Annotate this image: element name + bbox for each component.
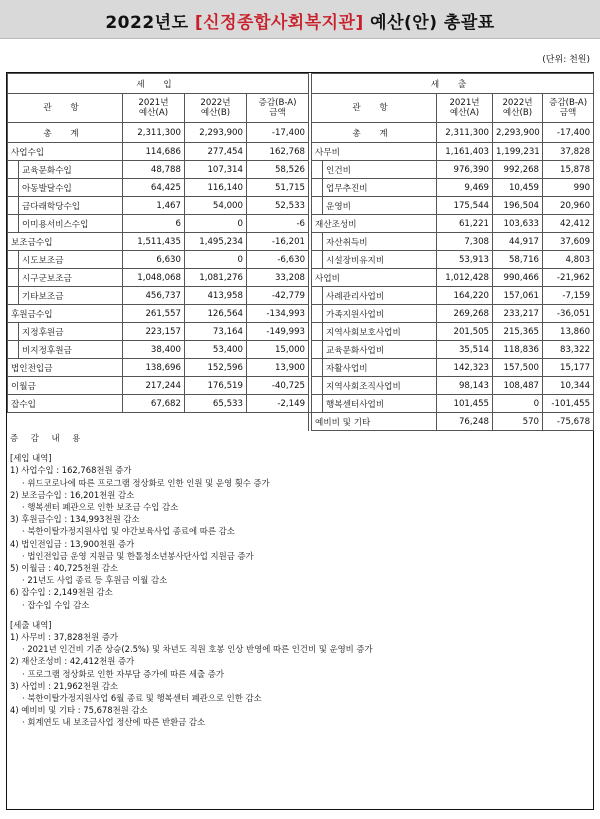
summary-detail: · 회계연도 내 보조금사업 정산에 따른 반환금 감소 bbox=[22, 717, 206, 728]
income-diff-title: 증감(B-A) bbox=[258, 98, 297, 108]
income-2021-value: 114,686 bbox=[123, 143, 185, 161]
expense-2021-value: 53,913 bbox=[437, 251, 493, 269]
expense-2022-year: 2022년 bbox=[502, 98, 533, 108]
expense-2021-value: 7,308 bbox=[437, 233, 493, 251]
title-org: [신정종합사회복지관] bbox=[194, 13, 364, 33]
table-row bbox=[8, 161, 594, 179]
expense-account: 행복센터사업비 bbox=[312, 395, 437, 413]
table-row bbox=[8, 377, 594, 395]
summary-title: 증 감 내 용 bbox=[10, 433, 86, 443]
table-row bbox=[8, 341, 594, 359]
income-summary-list bbox=[10, 464, 590, 610]
expense-2021-sub: 예산(A) bbox=[449, 108, 480, 118]
income-2022-value: 116,140 bbox=[185, 179, 247, 197]
income-diff-value: -16,201 bbox=[247, 233, 309, 251]
table-row bbox=[8, 143, 594, 161]
income-2021-value: 6 bbox=[123, 215, 185, 233]
expense-header: 세 출 bbox=[312, 74, 594, 94]
summary-detail: · 북한이탈가정지원사업 및 야간보육사업 종료에 따른 감소 bbox=[22, 526, 235, 537]
income-diff-value: -6,630 bbox=[247, 251, 309, 269]
summary-detail: · 행복센터 폐관으로 인한 보조금 수입 감소 bbox=[22, 502, 179, 513]
income-2022-value: 277,454 bbox=[185, 143, 247, 161]
summary-item: 3) 후원금수입 : 134,993천원 감소 bbox=[10, 514, 140, 525]
expense-2022-value: 215,365 bbox=[493, 323, 543, 341]
summary-detail: · 위드코로나에 따른 프로그램 정상화로 인한 인원 및 운영 횟수 증가 bbox=[22, 477, 270, 488]
budget-table bbox=[7, 73, 594, 431]
expense-2022-value: 0 bbox=[493, 395, 543, 413]
table-row bbox=[8, 287, 594, 305]
expense-account-header: 관 항 bbox=[312, 94, 437, 123]
page-title bbox=[0, 8, 600, 33]
income-2021-value: 1,511,435 bbox=[123, 233, 185, 251]
expense-account: 사업비 bbox=[312, 269, 437, 287]
expense-diff-value: 15,878 bbox=[543, 161, 594, 179]
income-2022-value: 0 bbox=[185, 251, 247, 269]
summary-item: 3) 사업비 : 21,962천원 감소 bbox=[10, 680, 119, 691]
income-2022-value: 152,596 bbox=[185, 359, 247, 377]
table-row bbox=[8, 251, 594, 269]
expense-2021-value: 61,221 bbox=[437, 215, 493, 233]
income-total-diff: -17,400 bbox=[247, 123, 309, 143]
income-2021-value: 67,682 bbox=[123, 395, 185, 413]
expense-account: 예비비 및 기타 bbox=[312, 413, 437, 431]
expense-2022-value: 58,716 bbox=[493, 251, 543, 269]
expense-2021-value: 35,514 bbox=[437, 341, 493, 359]
expense-2021-value: 76,248 bbox=[437, 413, 493, 431]
expense-2021-value: 201,505 bbox=[437, 323, 493, 341]
expense-total-2021: 2,311,300 bbox=[437, 123, 493, 143]
expense-diff-header bbox=[543, 94, 594, 123]
income-account: 아동발달수입 bbox=[8, 179, 123, 197]
expense-diff-value: -7,159 bbox=[543, 287, 594, 305]
expense-2022-value: 1,199,231 bbox=[493, 143, 543, 161]
income-2022-value: 1,495,234 bbox=[185, 233, 247, 251]
income-diff-sub: 금액 bbox=[269, 108, 286, 118]
income-account: 금다래학당수입 bbox=[8, 197, 123, 215]
expense-2022-value: 157,061 bbox=[493, 287, 543, 305]
income-diff-value: 51,715 bbox=[247, 179, 309, 197]
income-summary-heading: [세입 내역] bbox=[10, 453, 52, 464]
income-2022-value: 65,533 bbox=[185, 395, 247, 413]
expense-account: 교육문화사업비 bbox=[312, 341, 437, 359]
expense-2021-value: 269,268 bbox=[437, 305, 493, 323]
table-row bbox=[8, 269, 594, 287]
expense-2022-header bbox=[493, 94, 543, 123]
income-2022-value: 54,000 bbox=[185, 197, 247, 215]
income-2021-value: 223,157 bbox=[123, 323, 185, 341]
expense-2021-value: 98,143 bbox=[437, 377, 493, 395]
expense-diff-value: 83,322 bbox=[543, 341, 594, 359]
summary-detail: · 잡수입 수입 감소 bbox=[22, 599, 90, 610]
expense-diff-value: 37,828 bbox=[543, 143, 594, 161]
expense-2022-value: 992,268 bbox=[493, 161, 543, 179]
expense-diff-value: 15,177 bbox=[543, 359, 594, 377]
expense-2022-value: 157,500 bbox=[493, 359, 543, 377]
expense-2021-value: 1,161,403 bbox=[437, 143, 493, 161]
income-2021-value: 217,244 bbox=[123, 377, 185, 395]
summary-detail: · 북한이탈가정지원사업 6월 종료 및 행복센터 폐관으로 인한 감소 bbox=[22, 693, 262, 704]
expense-diff-value: 990 bbox=[543, 179, 594, 197]
expense-diff-title: 증감(B-A) bbox=[549, 98, 588, 108]
table-row bbox=[8, 305, 594, 323]
income-diff-header bbox=[247, 94, 309, 123]
income-2022-sub: 예산(B) bbox=[200, 108, 231, 118]
income-2021-value: 48,788 bbox=[123, 161, 185, 179]
summary-item: 4) 예비비 및 기타 : 75,678천원 감소 bbox=[10, 705, 148, 716]
table-row bbox=[8, 197, 594, 215]
expense-diff-value: 13,860 bbox=[543, 323, 594, 341]
summary-detail: · 법인전입금 운영 지원금 및 한톨청소년봉사단사업 지원금 증가 bbox=[22, 550, 254, 561]
expense-2021-value: 142,323 bbox=[437, 359, 493, 377]
income-2021-value: 456,737 bbox=[123, 287, 185, 305]
income-2021-year: 2021년 bbox=[138, 98, 169, 108]
expense-account: 사례관리사업비 bbox=[312, 287, 437, 305]
summary-detail: · 21년도 사업 종료 등 후원금 이월 감소 bbox=[22, 575, 168, 586]
income-diff-value: -2,149 bbox=[247, 395, 309, 413]
expense-diff-value: 20,960 bbox=[543, 197, 594, 215]
income-account: 법인전입금 bbox=[8, 359, 123, 377]
income-diff-value: 33,208 bbox=[247, 269, 309, 287]
expense-2022-sub: 예산(B) bbox=[502, 108, 533, 118]
expense-account: 시설장비유지비 bbox=[312, 251, 437, 269]
table-row bbox=[8, 179, 594, 197]
income-2022-year: 2022년 bbox=[200, 98, 231, 108]
income-diff-value: 52,533 bbox=[247, 197, 309, 215]
table-row bbox=[8, 215, 594, 233]
income-2022-value: 413,958 bbox=[185, 287, 247, 305]
title-bar bbox=[0, 0, 600, 39]
income-total-2021: 2,311,300 bbox=[123, 123, 185, 143]
income-2021-value: 261,557 bbox=[123, 305, 185, 323]
income-total-2022: 2,293,900 bbox=[185, 123, 247, 143]
expense-diff-value: -21,962 bbox=[543, 269, 594, 287]
summary-item: 2) 재산조성비 : 42,412천원 증가 bbox=[10, 656, 135, 667]
unit-label: (단위: 천원) bbox=[542, 55, 590, 65]
table-row bbox=[8, 395, 594, 413]
expense-diff-sub: 금액 bbox=[559, 108, 577, 118]
expense-account: 자산취득비 bbox=[312, 233, 437, 251]
expense-2022-value: 196,504 bbox=[493, 197, 543, 215]
income-account: 지정후원금 bbox=[8, 323, 123, 341]
income-diff-value: -40,725 bbox=[247, 377, 309, 395]
income-account: 후원금수입 bbox=[8, 305, 123, 323]
expense-2022-value: 44,917 bbox=[493, 233, 543, 251]
expense-account: 재산조성비 bbox=[312, 215, 437, 233]
expense-account: 사무비 bbox=[312, 143, 437, 161]
expense-diff-value: 4,803 bbox=[543, 251, 594, 269]
expense-summary-heading: [세출 내역] bbox=[10, 619, 52, 630]
income-account: 잡수입 bbox=[8, 395, 123, 413]
table-row bbox=[8, 359, 594, 377]
expense-2022-value: 233,217 bbox=[493, 305, 543, 323]
income-2021-sub: 예산(A) bbox=[138, 108, 169, 118]
income-2022-value: 1,081,276 bbox=[185, 269, 247, 287]
expense-diff-value: 42,412 bbox=[543, 215, 594, 233]
income-account: 시도보조금 bbox=[8, 251, 123, 269]
expense-diff-value: -36,051 bbox=[543, 305, 594, 323]
expense-diff-value: 37,609 bbox=[543, 233, 594, 251]
expense-account: 지역사회조직사업비 bbox=[312, 377, 437, 395]
income-diff-value: -134,993 bbox=[247, 305, 309, 323]
empty-cell bbox=[8, 413, 309, 431]
income-2022-value: 126,564 bbox=[185, 305, 247, 323]
income-2021-value: 1,048,068 bbox=[123, 269, 185, 287]
table-row bbox=[8, 233, 594, 251]
expense-account: 운영비 bbox=[312, 197, 437, 215]
income-account: 기타보조금 bbox=[8, 287, 123, 305]
income-diff-value: -149,993 bbox=[247, 323, 309, 341]
income-diff-value: -42,779 bbox=[247, 287, 309, 305]
expense-total-diff: -17,400 bbox=[543, 123, 594, 143]
summary-item: 6) 잡수입 : 2,149천원 감소 bbox=[10, 587, 113, 598]
income-2021-value: 138,696 bbox=[123, 359, 185, 377]
expense-2022-value: 118,836 bbox=[493, 341, 543, 359]
income-2022-value: 73,164 bbox=[185, 323, 247, 341]
expense-2021-value: 164,220 bbox=[437, 287, 493, 305]
expense-2021-year: 2021년 bbox=[449, 98, 480, 108]
income-header: 세 입 bbox=[8, 74, 309, 94]
income-diff-value: 15,000 bbox=[247, 341, 309, 359]
income-account: 보조금수입 bbox=[8, 233, 123, 251]
income-diff-value: -6 bbox=[247, 215, 309, 233]
summary-item: 2) 보조금수입 : 16,201천원 감소 bbox=[10, 489, 135, 500]
summary-item: 1) 사무비 : 37,828천원 증가 bbox=[10, 632, 119, 643]
summary-item: 5) 이월금 : 40,725천원 감소 bbox=[10, 563, 119, 574]
income-2022-value: 0 bbox=[185, 215, 247, 233]
income-2022-header bbox=[185, 94, 247, 123]
table-row bbox=[8, 323, 594, 341]
income-diff-value: 58,526 bbox=[247, 161, 309, 179]
expense-2021-header bbox=[437, 94, 493, 123]
expense-total-label: 총 계 bbox=[312, 123, 437, 143]
expense-2021-value: 175,544 bbox=[437, 197, 493, 215]
income-2022-value: 107,314 bbox=[185, 161, 247, 179]
summary-item: 1) 사업수입 : 162,768천원 증가 bbox=[10, 465, 132, 476]
expense-account: 자활사업비 bbox=[312, 359, 437, 377]
expense-2022-value: 103,633 bbox=[493, 215, 543, 233]
income-diff-value: 162,768 bbox=[247, 143, 309, 161]
expense-diff-value: 10,344 bbox=[543, 377, 594, 395]
summary-detail: · 프로그램 정상화로 인한 자부담 증가에 따른 세출 증가 bbox=[22, 668, 224, 679]
title-suffix: 예산(안) 총괄표 bbox=[363, 13, 495, 33]
summary-detail: · 2021년 인건비 기준 상승(2.5%) 및 차년도 직원 호봉 인상 반영에 따른 인건비 및 운영비 증가 bbox=[22, 644, 373, 655]
income-2021-value: 64,425 bbox=[123, 179, 185, 197]
expense-2022-value: 108,487 bbox=[493, 377, 543, 395]
income-2021-value: 1,467 bbox=[123, 197, 185, 215]
expense-account: 업무추진비 bbox=[312, 179, 437, 197]
expense-diff-value: -75,678 bbox=[543, 413, 594, 431]
income-2021-header bbox=[123, 94, 185, 123]
title-prefix: 2022년도 bbox=[105, 13, 195, 33]
expense-2022-value: 990,466 bbox=[493, 269, 543, 287]
change-summary bbox=[10, 432, 590, 729]
income-account-header: 관 항 bbox=[8, 94, 123, 123]
income-account: 이월금 bbox=[8, 377, 123, 395]
expense-account: 인건비 bbox=[312, 161, 437, 179]
income-total-label: 총 계 bbox=[8, 123, 123, 143]
income-account: 교육문화수입 bbox=[8, 161, 123, 179]
income-2021-value: 38,400 bbox=[123, 341, 185, 359]
income-2022-value: 176,519 bbox=[185, 377, 247, 395]
expense-2021-value: 101,455 bbox=[437, 395, 493, 413]
income-account: 사업수입 bbox=[8, 143, 123, 161]
expense-account: 가족지원사업비 bbox=[312, 305, 437, 323]
income-account: 시구군보조금 bbox=[8, 269, 123, 287]
income-diff-value: 13,900 bbox=[247, 359, 309, 377]
income-2022-value: 53,400 bbox=[185, 341, 247, 359]
income-2021-value: 6,630 bbox=[123, 251, 185, 269]
expense-2021-value: 9,469 bbox=[437, 179, 493, 197]
income-account: 이미용서비스수입 bbox=[8, 215, 123, 233]
table-row bbox=[8, 413, 594, 431]
expense-2021-value: 1,012,428 bbox=[437, 269, 493, 287]
expense-summary-list bbox=[10, 631, 590, 729]
expense-2022-value: 570 bbox=[493, 413, 543, 431]
income-account: 비지정후원금 bbox=[8, 341, 123, 359]
expense-total-2022: 2,293,900 bbox=[493, 123, 543, 143]
expense-2022-value: 10,459 bbox=[493, 179, 543, 197]
expense-account: 지역사회보호사업비 bbox=[312, 323, 437, 341]
expense-diff-value: -101,455 bbox=[543, 395, 594, 413]
expense-2021-value: 976,390 bbox=[437, 161, 493, 179]
summary-item: 4) 법인전입금 : 13,900천원 증가 bbox=[10, 538, 135, 549]
